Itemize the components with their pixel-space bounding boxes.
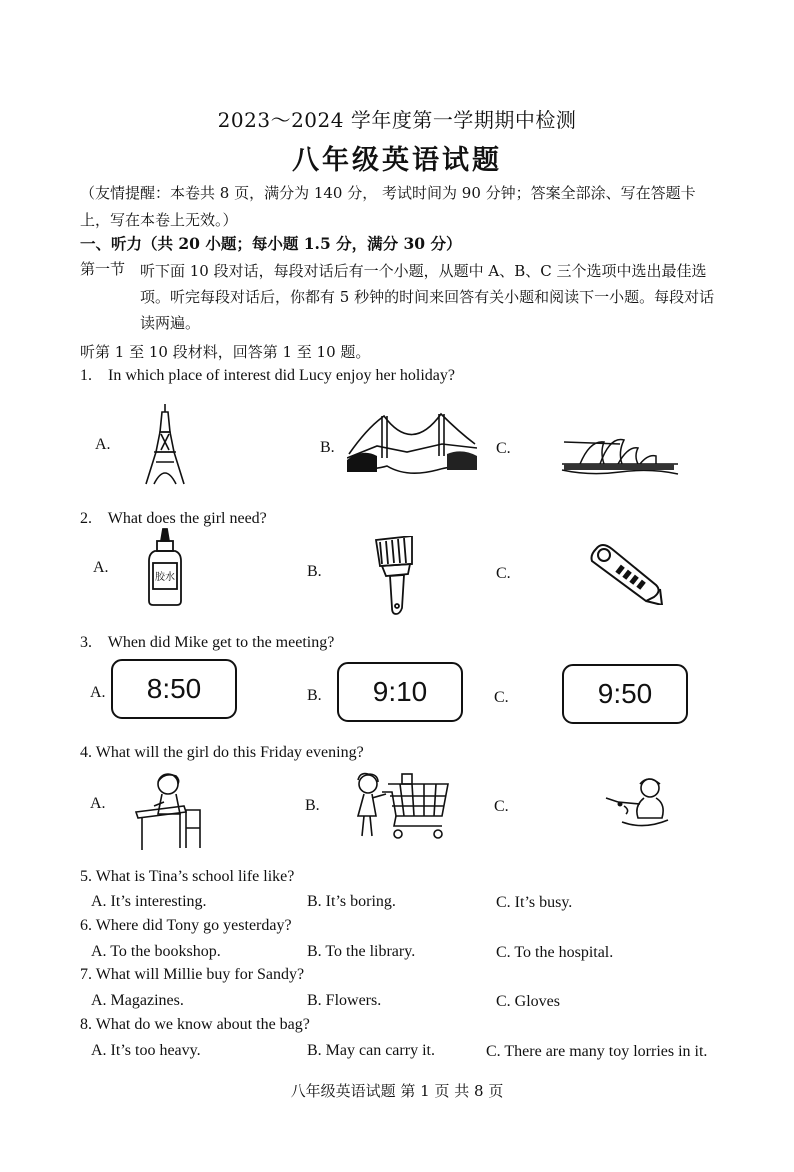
question-1 xyxy=(80,367,455,385)
part-label: 第一节 xyxy=(80,260,126,278)
question-text: Where did Tony go yesterday? xyxy=(95,917,292,934)
option-c[interactable]: C. There are many toy lorries in it. xyxy=(486,1043,708,1060)
glue-label: 胶水 xyxy=(155,572,175,583)
option-a[interactable]: A. xyxy=(90,684,106,701)
exam-notice: （友情提醒：本卷共 8 页，满分为 140 分， 考试时间为 90 分钟；答案全部涂、写在答题卡上，写在本卷上无效。） xyxy=(80,184,696,229)
question-number: 8. xyxy=(80,1016,92,1033)
question-5 xyxy=(80,868,294,886)
question-number: 7. xyxy=(80,966,92,983)
question-number: 3. xyxy=(80,634,92,651)
option-b[interactable]: B. xyxy=(307,687,322,704)
sydney-opera-house-icon xyxy=(560,430,680,480)
question-number: 6. xyxy=(80,917,92,934)
question-text: What will the girl do this Friday evening? xyxy=(95,744,364,761)
part-instructions: 听下面 10 段对话，每段对话后有一个小题，从题中 A、B、C 三个选项中选出最佳选项。听完每段对话后，你都有 5 秒钟的时间来回答有关小题和阅读下一小题。每段对话读两遍。 xyxy=(140,262,715,332)
option-b[interactable]: B. xyxy=(320,439,335,456)
option-a[interactable]: A. xyxy=(90,795,106,812)
option-b[interactable]: B. Flowers. xyxy=(307,992,382,1009)
clock-display-c: 9:50 xyxy=(562,664,688,724)
clock-display-a: 8:50 xyxy=(111,659,237,719)
option-b[interactable]: B. xyxy=(307,563,322,580)
question-text: In which place of interest did Lucy enjoy her holiday? xyxy=(108,367,455,384)
clock-display-b: 9:10 xyxy=(337,662,463,722)
question-7 xyxy=(80,966,304,984)
girl-shopping-icon xyxy=(352,772,452,842)
paint-brush-icon xyxy=(372,536,418,616)
section-heading: 一、听力（共 20 小题；每小题 1.5 分，满分 30 分） xyxy=(80,234,462,253)
option-a[interactable]: A. It’s too heavy. xyxy=(91,1042,201,1059)
question-text: What will Millie buy for Sandy? xyxy=(95,966,305,983)
option-b[interactable]: B. May can carry it. xyxy=(307,1042,435,1059)
option-c[interactable]: C. Gloves xyxy=(496,993,560,1010)
option-b[interactable]: B. xyxy=(305,797,320,814)
question-3 xyxy=(80,634,334,652)
option-b[interactable]: B. It’s boring. xyxy=(307,893,396,910)
question-number: 5. xyxy=(80,868,92,885)
option-c[interactable]: C. It’s busy. xyxy=(496,894,573,911)
utility-knife-icon xyxy=(590,543,665,605)
option-a[interactable]: A. To the bookshop. xyxy=(91,943,221,960)
option-c[interactable]: C. xyxy=(494,689,509,706)
question-number: 1. xyxy=(80,367,92,384)
exam-subtitle: 八年级英语试题 xyxy=(292,145,502,176)
option-c[interactable]: C. xyxy=(496,440,511,457)
question-text: What does the girl need? xyxy=(107,510,267,527)
option-c[interactable]: C. xyxy=(496,565,511,582)
question-text: When did Mike get to the meeting? xyxy=(107,634,335,651)
girl-fishing-icon xyxy=(604,776,672,828)
question-6 xyxy=(80,917,292,935)
option-a[interactable]: A. Magazines. xyxy=(91,992,184,1009)
option-c[interactable]: C. xyxy=(494,798,509,815)
question-text: What do we know about the bag? xyxy=(95,1016,310,1033)
question-number: 2. xyxy=(80,510,92,527)
option-c[interactable]: C. To the hospital. xyxy=(496,944,614,961)
option-a[interactable]: A. xyxy=(93,559,109,576)
eiffel-tower-icon xyxy=(140,402,190,486)
glue-bottle-icon xyxy=(145,527,185,607)
option-b[interactable]: B. To the library. xyxy=(307,943,416,960)
girl-studying-icon xyxy=(134,770,206,852)
question-number: 4. xyxy=(80,744,92,761)
exam-title: 2023～2024 学年度第一学期期中检测 xyxy=(217,108,577,132)
page-footer: 八年级英语试题 第 1 页 共 8 页 xyxy=(290,1082,504,1100)
golden-gate-bridge-icon xyxy=(347,408,477,480)
question-text: What is Tina’s school life like? xyxy=(95,868,295,885)
question-4 xyxy=(80,744,364,762)
option-a[interactable]: A. It’s interesting. xyxy=(91,893,207,910)
question-2 xyxy=(80,510,267,528)
option-a[interactable]: A. xyxy=(95,436,111,453)
question-8 xyxy=(80,1016,310,1034)
listen-instruction: 听第 1 至 10 段材料，回答第 1 至 10 题。 xyxy=(80,343,371,361)
